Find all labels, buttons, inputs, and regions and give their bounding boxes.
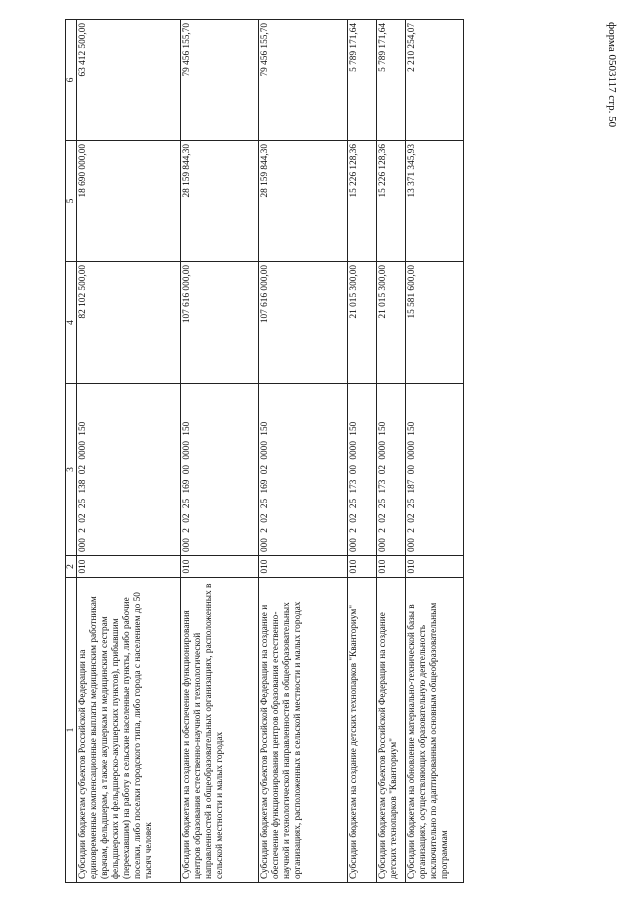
amount-cell: 107 616 000,00 bbox=[181, 262, 259, 384]
budget-code-cell: 000 2 02 25 169 02 0000 150 bbox=[259, 384, 348, 556]
amount-cell: 82 102 500,00 bbox=[77, 262, 181, 384]
budget-code-cell: 000 2 02 25 187 00 0000 150 bbox=[406, 384, 464, 556]
budget-code-cell: 000 2 02 25 173 02 0000 150 bbox=[377, 384, 406, 556]
line-code-cell: 010 bbox=[259, 556, 348, 578]
amount-cell: 15 226 128,36 bbox=[348, 141, 377, 262]
table-row bbox=[77, 20, 181, 883]
form-number-label: форма 0503117 стр. 50 bbox=[606, 22, 618, 128]
header-cell: 6 bbox=[66, 20, 77, 141]
header-cell: 5 bbox=[66, 141, 77, 262]
line-code-cell: 010 bbox=[348, 556, 377, 578]
amount-cell: 28 159 844,30 bbox=[181, 141, 259, 262]
amount-cell: 21 015 300,00 bbox=[377, 262, 406, 384]
line-code-cell: 010 bbox=[77, 556, 181, 578]
amount-cell: 15 226 128,36 bbox=[377, 141, 406, 262]
row-name-cell: Субсидии бюджетам субъектов Российской Федерации на единовременные компенсационные выплаты медицинским работникам (врачам, фельдшерам, а также акушеркам и медицинским сестрам фельдшерских и фельдшерско-акушерских пунктов), прибывшим (переехавшим) на работу в сельские населенные пункты, либо рабочие поселки, либо поселки городского типа, либо города с населением до 50 тысяч человек bbox=[77, 578, 181, 883]
table-row bbox=[259, 20, 348, 883]
budget-code-cell: 000 2 02 25 138 02 0000 150 bbox=[77, 384, 181, 556]
amount-cell: 28 159 844,30 bbox=[259, 141, 348, 262]
row-name-cell: Субсидии бюджетам на обновление материально-технической базы в организациях, осуществляющих образовательную деятельность исключительно по адаптированным основным общеобразовательным программам bbox=[406, 578, 464, 883]
amount-cell: 107 616 000,00 bbox=[259, 262, 348, 384]
table-row bbox=[377, 20, 406, 883]
row-name-cell: Субсидии бюджетам на создание и обеспечение функционирования центров образования естественно-научной и технологической направленностей в общеобразовательных организациях, расположенных в сельской местности и малых городах bbox=[181, 578, 259, 883]
amount-cell: 21 015 300,00 bbox=[348, 262, 377, 384]
header-cell: 4 bbox=[66, 262, 77, 384]
header-cell: 3 bbox=[66, 384, 77, 556]
amount-cell: 79 456 155,70 bbox=[259, 20, 348, 141]
report-table bbox=[65, 19, 464, 883]
row-name-cell: Субсидии бюджетам на создание детских технопарков "Кванториум" bbox=[348, 578, 377, 883]
header-cell: 2 bbox=[66, 556, 77, 578]
amount-cell: 18 690 000,00 bbox=[77, 141, 181, 262]
amount-cell: 63 412 500,00 bbox=[77, 20, 181, 141]
rotated-table-container bbox=[65, 20, 463, 883]
amount-cell: 13 371 345,93 bbox=[406, 141, 464, 262]
line-code-cell: 010 bbox=[377, 556, 406, 578]
amount-cell: 2 210 254,07 bbox=[406, 20, 464, 141]
row-name-cell: Субсидии бюджетам субъектов Российской Федерации на создание и обеспечение функционирования центров образования естественно-научной и технологической направленностей в общеобразовательных организациях, расположенных в сельской местности и малых городах bbox=[259, 578, 348, 883]
budget-code-cell: 000 2 02 25 169 00 0000 150 bbox=[181, 384, 259, 556]
budget-code-cell: 000 2 02 25 173 00 0000 150 bbox=[348, 384, 377, 556]
amount-cell: 79 456 155,70 bbox=[181, 20, 259, 141]
table-row bbox=[406, 20, 464, 883]
amount-cell: 5 789 171,64 bbox=[377, 20, 406, 141]
header-cell: 1 bbox=[66, 578, 77, 883]
row-name-cell: Субсидии бюджетам субъектов Российской Федерации на создание детских технопарков "Кванториум" bbox=[377, 578, 406, 883]
line-code-cell: 010 bbox=[406, 556, 464, 578]
header-row bbox=[66, 20, 77, 883]
amount-cell: 5 789 171,64 bbox=[348, 20, 377, 141]
line-code-cell: 010 bbox=[181, 556, 259, 578]
table-row bbox=[348, 20, 377, 883]
amount-cell: 15 581 600,00 bbox=[406, 262, 464, 384]
table-row bbox=[181, 20, 259, 883]
